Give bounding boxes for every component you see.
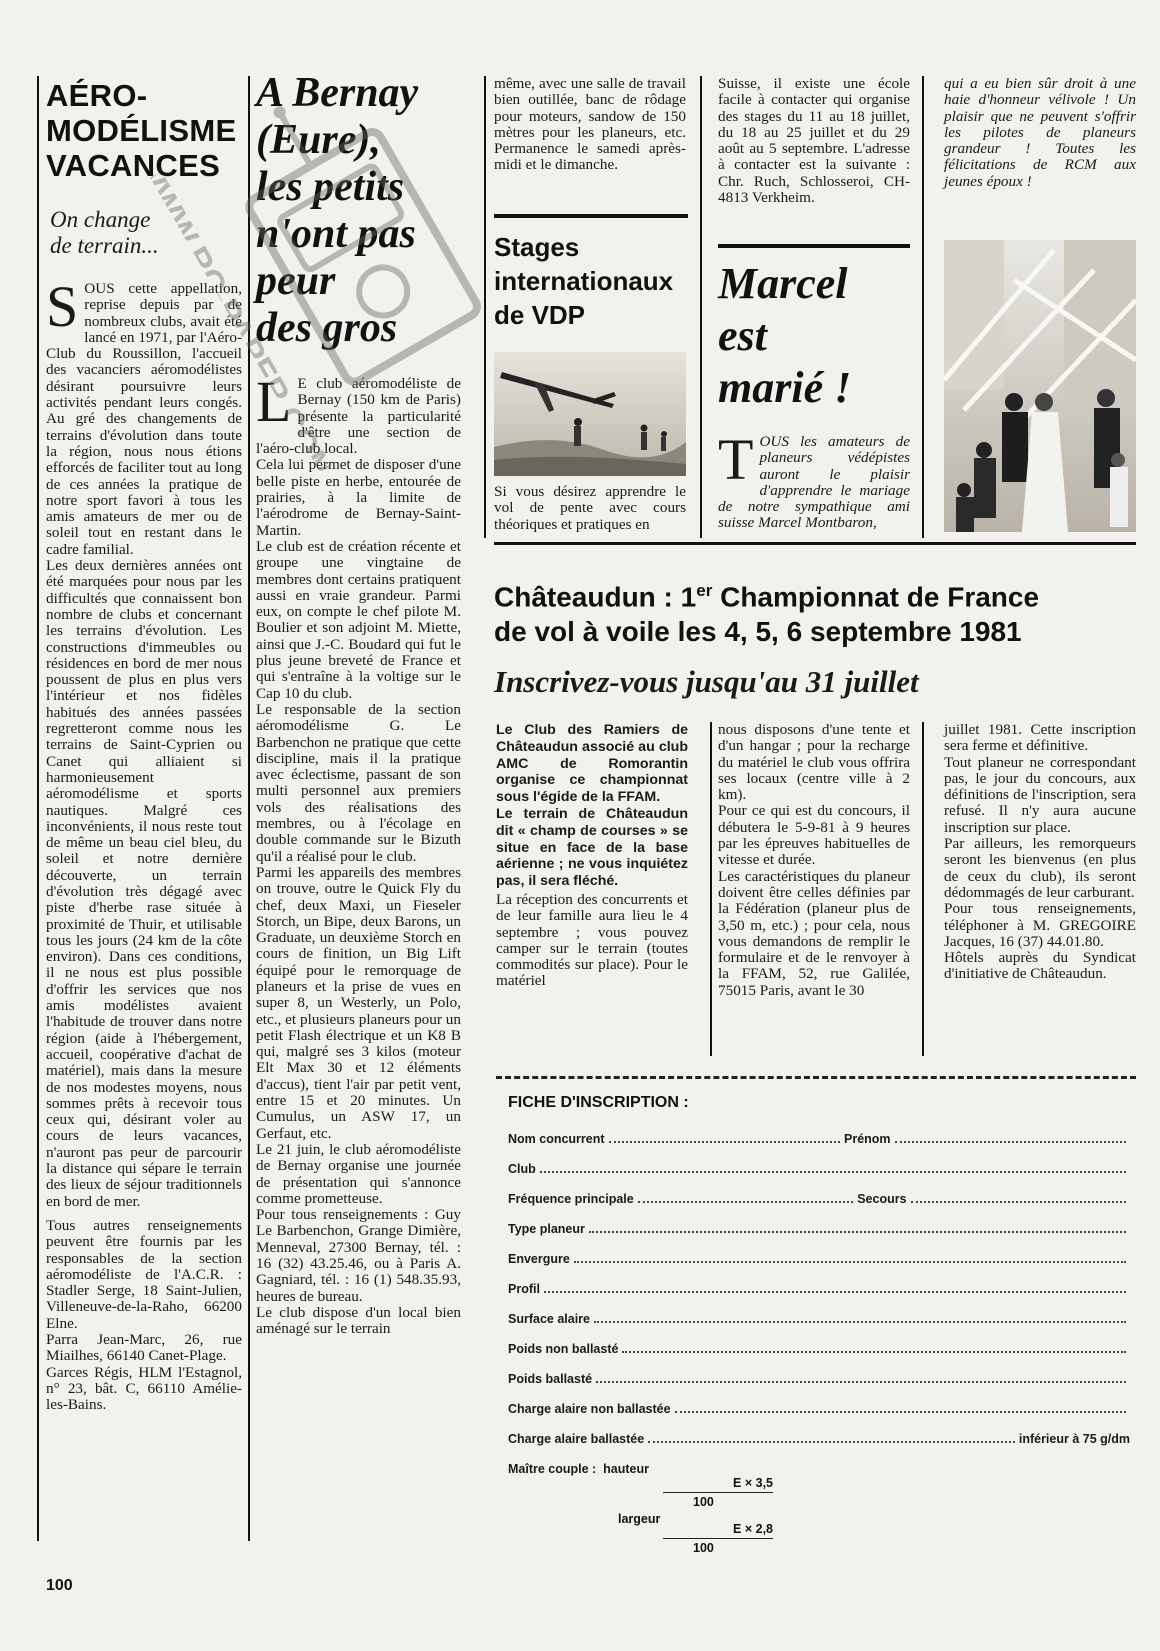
page-number: 100: [46, 1577, 73, 1594]
article-continued: [944, 76, 1136, 190]
section-rule: [494, 214, 688, 218]
form-row-nom: [508, 1132, 1130, 1146]
article-contacts: Tous autres renseignements peuvent être fournis par les responsables de la section aéromodéliste de l'A.C.R. : Stadler Serge, 18 Saint-Julien, Villeneuve-de-la-Raho, 66200 Elne. Parra Jean-Marc, 26, rue Miailhes, 66140 Canet-Plage. Garces Régis, HLM l'Estagnol, n° 23, bât. C, 66110 Amélie-les-Bains.: [46, 1216, 242, 1414]
championship-col-1: [496, 722, 688, 990]
column-rule: [37, 76, 39, 1541]
article-continued: [718, 76, 910, 206]
form-row-charge-ballastee: [508, 1432, 1130, 1446]
column-rule: [700, 76, 702, 538]
field-label: Club: [508, 1162, 536, 1176]
form-row-club: [508, 1162, 1130, 1176]
drop-cap: T: [718, 427, 754, 492]
field-line[interactable]: [589, 1230, 1126, 1233]
cut-line: [496, 1076, 1136, 1079]
field-line[interactable]: [675, 1410, 1126, 1413]
championship-col-3: [944, 722, 1136, 983]
formula-numerator: E × 3,5: [663, 1472, 773, 1493]
form-row-surface: [508, 1312, 1130, 1326]
article-subtitle: On change de terrain...: [50, 207, 159, 258]
article-text: OUS les amateurs de planeurs védépistes auront le plaisir d'apprendre le mariage de notre sympathique ami suisse Marcel Montbaron,: [718, 433, 910, 532]
championship-intro: Le Club des Ramiers de Châteaudun associé au club AMC de Romorantin organise ce championnat sous l'égide de la FFAM. Le terrain de Châteaudun dit « champ de courses » se situe en face de la base aérienne ; ne vous inquiétez pas, il sera fléché.: [496, 722, 688, 890]
formula-denominator: 100: [693, 1541, 714, 1555]
form-row-profil: [508, 1282, 1130, 1296]
championship-text: juillet 1981. Cette inscription sera ferme et définitive. Tout planeur ne correspondant pas, le jour du concours, aux définitions de l'inscription, sera refusé. Il n'y aura aucune inscription sur place. Par ailleurs, les remorqueurs seront les bienvenus (en plus de ceux du club), ils seront dédommagés de leur carburant. Pour tous renseignements, téléphoner à M. GREGOIRE Jacques, 16 (37) 44.01.80. Hôtels auprès du Syndicat d'initiative de Châteaudun.: [944, 721, 1136, 983]
watermark-text: WWW.RC-PAPER.COM: [150, 150, 342, 473]
field-line[interactable]: [648, 1440, 1015, 1443]
field-label: Type planeur: [508, 1222, 585, 1236]
registration-form: [508, 1094, 1130, 1564]
article-body: [718, 427, 910, 532]
field-label: Charge alaire non ballastée: [508, 1402, 671, 1416]
field-line[interactable]: [596, 1380, 1126, 1383]
field-label: Poids non ballasté: [508, 1342, 619, 1356]
column-rule: [922, 722, 924, 1056]
glider-launch-photo: [494, 352, 686, 476]
field-line[interactable]: [895, 1140, 1126, 1143]
article-title: A Bernay (Eure), les petits n'ont pas peur des gros: [256, 70, 419, 351]
field-label: Prénom: [844, 1132, 891, 1146]
form-row-maitre-couple: [508, 1462, 1130, 1476]
column-rule: [710, 722, 712, 1056]
field-label: Fréquence principale: [508, 1192, 634, 1206]
article-body: [256, 369, 461, 1338]
championship-subhead: Inscrivez-vous jusqu'au 31 juillet: [494, 664, 919, 700]
field-label: Charge alaire ballastée: [508, 1432, 645, 1446]
form-row-envergure: [508, 1252, 1130, 1266]
article-text: qui a eu bien sûr droit à une haie d'honneur vélivole ! Un plaisir que ne peuvent s'offrir les pilotes de planeurs grandeur ! Toutes les félicitations de RCM aux jeunes époux !: [944, 75, 1136, 190]
article-continued: [494, 76, 686, 174]
championship-text: La réception des concurrents et de leur famille aura lieu le 4 septembre ; vous pouvez camper sur le terrain (toutes commodités sur place). Pour le matériel: [496, 890, 688, 990]
article-text: Suisse, il existe une école facile à contacter qui organise des stages du 11 au 18 juillet, du 18 au 25 juillet et du 29 août au 5 septembre. L'adresse à contacter est la suivante : Chr. Ruch, Schlosseroi, CH-4813 Verkheim.: [718, 75, 910, 207]
article-stages-vdp-body: [494, 484, 686, 533]
article-text: Cela lui permet de disposer d'une belle piste en herbe, entourée de prairies, à la limite de l'aérodrome de Bernay-Saint-Martin. Le club est de création récente et groupe une vingtaine de membres dont certains pratiquent aussi en vraie grandeur. Parmi eux, on compte le chef pilote M. Boulier et son adjoint M. Miette, ainsi que J.-C. Boudard qui fut le plus jeune breveté de France et qui s'entraîne à la voltige sur le Cap 10 du club. Le responsable de la section aéromodélisme G. Le Barbenchon ne pratique que cette discipline, mais il la pratique avec éclectisme, passant de son multi personnel aux premiers vols des réalisations des membres, ou à l'écolage en double commande sur le Bizuth qu'il a réalisé pour le club. Parmi les appareils des membres on trouve, outre le Quick Fly du chef, deux Maxi, un Fieseler Storch, un Bipe, deux Barons, un Graduate, un deuxième Storch en cours de finition, un Big Lift équipé pour le remorquage de planeurs et la prise de vues en super 8, un Westerly, un Polo, etc., et plusieurs planeurs pour un petit Flash électrique et un K8 B qui, malgré ses 3 kilos (moteur Elt Max 30 et 12 éléments d'accus), tient l'air par petit vent, entre 15 et 20 minutes. Un Cumulus, un ASW 17, un Gerfaut, etc. Le 21 juin, le club aéromodéliste de Bernay organise une journée de présentation qui s'annonce comme prometteuse. Pour tous renseignements : Guy Le Barbenchon, Grange Dimière, Menneval, 27300 Bernay, tél. : 16 (32) 43.25.46, ou à Paris A. Gagniard, tél. : 16 (1) 548.35.93, heures de bureau. Le club dispose d'un local bien aménagé sur le terrain: [256, 456, 461, 1338]
field-label: Nom concurrent: [508, 1132, 605, 1146]
article-lead: E club aéromodéliste de Bernay (150 km de Paris) présente la particularité d'être une section de l'aéro-club local.: [256, 375, 461, 458]
section-rule: [718, 244, 910, 248]
section-rule: [494, 542, 1136, 545]
form-row-type: [508, 1222, 1130, 1236]
field-line[interactable]: [594, 1320, 1126, 1323]
drop-cap: L: [256, 369, 292, 434]
field-label: Surface alaire: [508, 1312, 590, 1326]
championship-col-2: [718, 722, 910, 999]
wedding-photo: [944, 240, 1136, 532]
field-note: inférieur à 75 g/dm: [1018, 1432, 1130, 1446]
article-body: [46, 274, 243, 1210]
field-line[interactable]: [540, 1170, 1126, 1173]
article-text: l'Aéro-Club du Roussillon, l'accueil des vacanciers aéromodélistes désirant poursuivre leurs activités pendant leurs congés. Au gré des changements de terrains d'évolution dans toute la région, nous nous étions efforcés de faciliter tout au long de ces années la pratique de notre sport favori à tous les amis amateurs de mer ou de soleil tout en restant dans le cadre familial. Les deux dernières années ont été marquées pour nous par les difficultés que connaissent bon nombre de clubs et concernant les terrains d'évolution. Les constructions d'immeubles ou résidences en bord de mer nous poussent de plus en plus vers l'intérieur et nos fidèles habitués des années passées regretteront comme nous les terrains de Saint-Cyprien ou Canet qui alliaient si harmonieusement aéromodélisme et sports nautiques. Malgré ces inconvénients, il nous reste tout de même un beau ciel bleu, du soleil et notre dernière découverte, un terrain d'évolution très dégagé avec piste d'herbe rase située à proximité de Thuir, et utilisable tous les jours (24 km de la côte environ). Dans ces conditions, il ne nous est plus possible d'offrir les services que nos amis modélistes avaient l'habitude de trouver dans notre région (aide à l'hébergement, accueil, coopérative d'achat de matériel), mais dans la mesure de nos modestes moyens, nous sommes prêts à recevoir tous ceux qui, désirant voler au cours de leurs vacances, n'auront pas peur de parcourir la distance qui sépare le terrain des lieux de séjour traditionnels en bord de mer.: [46, 328, 243, 1210]
field-line[interactable]: [574, 1260, 1126, 1263]
form-row-charge-non-ballastee: [508, 1402, 1130, 1416]
field-label: Maître couple :: [508, 1462, 597, 1476]
field-label: Envergure: [508, 1252, 570, 1266]
championship-text: nous disposons d'une tente et d'un hangar ; pour la recharge du matériel le club vous offrira ses locaux (centre ville à 2 km). Pour ce qui est du concours, il débutera le 5-9-81 à 9 heures par les épreuves habituelles de vitesse et durée. Les caractéristiques du planeur doivent être celles définies par la Fédération (planeur plus de 3,50 m, etc.) ; pour cela, nous vous demandons de remplir le formulaire et de le renvoyer à la FFAM, 52, rue Galilée, 75015 Paris, avant le 30: [718, 721, 910, 999]
article-title: Stages internationaux de VDP: [494, 232, 674, 330]
article-marcel-marie: [718, 258, 910, 532]
formula-largeur: [663, 1518, 773, 1555]
form-title: FICHE D'INSCRIPTION :: [508, 1094, 689, 1111]
form-row-poids-non-ballaste: [508, 1342, 1130, 1356]
field-line[interactable]: [609, 1140, 840, 1143]
formula-denominator: 100: [693, 1495, 714, 1509]
field-label: Secours: [857, 1192, 907, 1206]
formula-hauteur: [663, 1472, 773, 1509]
field-line[interactable]: [544, 1290, 1126, 1293]
field-line[interactable]: [622, 1350, 1126, 1353]
column-rule: [922, 76, 924, 538]
headline-line-2: de vol à voile les 4, 5, 6 septembre 1981: [494, 616, 1022, 648]
field-line[interactable]: [911, 1200, 1126, 1203]
championship-headline: [494, 574, 1136, 700]
article-text: même, avec une salle de travail bien outillée, banc de rôdage pour moteurs, sandow de 150 mètres pour les planeurs, etc. Permanence le samedi après-midi et le dimanche.: [494, 75, 686, 174]
field-label: largeur: [618, 1512, 661, 1526]
article-text: Si vous désirez apprendre le vol de pente avec cours théoriques et pratiques en: [494, 483, 686, 533]
article-lead: OUS cette appellation, reprise depuis par de nombreux clubs, avait été lancé en 1971, par: [84, 280, 242, 346]
article-title: Marcel est marié !: [718, 259, 852, 412]
field-line[interactable]: [638, 1200, 853, 1203]
field-label: Profil: [508, 1282, 540, 1296]
drop-cap: S: [46, 274, 79, 339]
formula-numerator: E × 2,8: [663, 1518, 773, 1539]
field-label: hauteur: [603, 1462, 650, 1476]
article-title: AÉRO- MODÉLISME VACANCES: [46, 78, 237, 183]
form-row-poids-ballaste: [508, 1372, 1130, 1386]
field-label: Poids ballasté: [508, 1372, 593, 1386]
headline-line-1: Châteaudun : 1er Championnat de France: [494, 581, 1040, 613]
form-row-frequence: [508, 1192, 1130, 1206]
